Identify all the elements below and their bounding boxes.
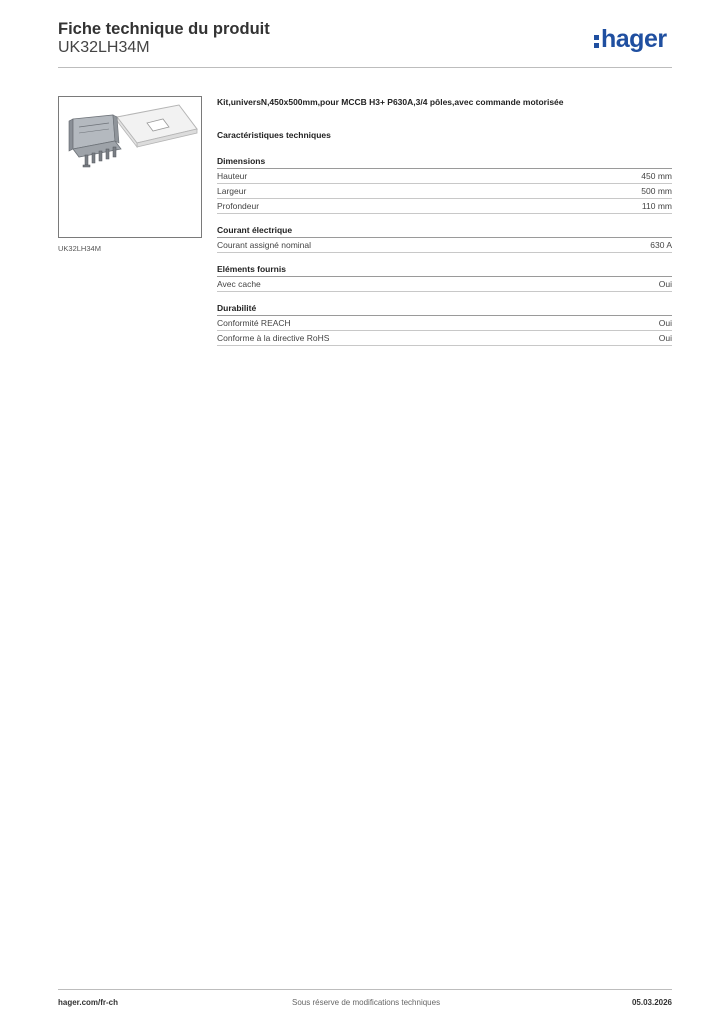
spec-value: Oui xyxy=(658,318,672,328)
spec-group-elements xyxy=(217,263,672,292)
page-title: Fiche technique du produit xyxy=(58,20,270,38)
product-description: Kit,universN,450x500mm,pour MCCB H3+ P630A,3/4 pôles,avec commande motorisée xyxy=(217,97,564,107)
spec-value: 500 mm xyxy=(641,186,672,196)
footer-divider xyxy=(58,989,672,990)
spec-row xyxy=(217,169,672,184)
image-caption: UK32LH34M xyxy=(58,244,101,253)
spec-value: 630 A xyxy=(650,240,672,250)
spec-label: Hauteur xyxy=(217,171,248,181)
spec-row xyxy=(217,316,672,331)
spec-group-title: Durabilité xyxy=(217,302,672,316)
footer-website-link[interactable]: hager.com/fr-ch xyxy=(58,998,119,1007)
spec-row xyxy=(217,277,672,292)
spec-group-dimensions xyxy=(217,155,672,214)
spec-group-courant xyxy=(217,224,672,253)
spec-value: Oui xyxy=(658,279,672,289)
spec-group-title: Dimensions xyxy=(217,155,672,169)
spec-label: Courant assigné nominal xyxy=(217,240,312,250)
hager-logo xyxy=(594,25,667,54)
spec-value: 450 mm xyxy=(641,171,672,181)
spec-row xyxy=(217,238,672,253)
spec-group-durabilite xyxy=(217,302,672,346)
spec-label: Profondeur xyxy=(217,201,260,211)
spec-label: Avec cache xyxy=(217,279,261,289)
product-image xyxy=(58,96,202,238)
spec-label: Largeur xyxy=(217,186,247,196)
footer-date: 05.03.2026 xyxy=(631,998,672,1007)
spec-label: Conforme à la directive RoHS xyxy=(217,333,330,343)
spec-group-title: Courant électrique xyxy=(217,224,672,238)
spec-value: 110 mm xyxy=(641,201,672,211)
logo-text: hager xyxy=(601,25,667,53)
header-divider xyxy=(58,67,672,68)
spec-value: Oui xyxy=(658,333,672,343)
logo-dots-icon xyxy=(594,29,600,51)
spec-label: Conformité REACH xyxy=(217,318,291,328)
spec-group-title: Eléments fournis xyxy=(217,263,672,277)
spec-row xyxy=(217,331,672,346)
spec-row xyxy=(217,184,672,199)
footer-disclaimer: Sous réserve de modifications techniques xyxy=(292,998,441,1007)
product-reference: UK32LH34M xyxy=(58,39,150,56)
product-details xyxy=(217,96,672,346)
spec-row xyxy=(217,199,672,214)
specs-title: Caractéristiques techniques xyxy=(217,130,331,140)
product-kit-illustration-icon xyxy=(59,97,201,237)
